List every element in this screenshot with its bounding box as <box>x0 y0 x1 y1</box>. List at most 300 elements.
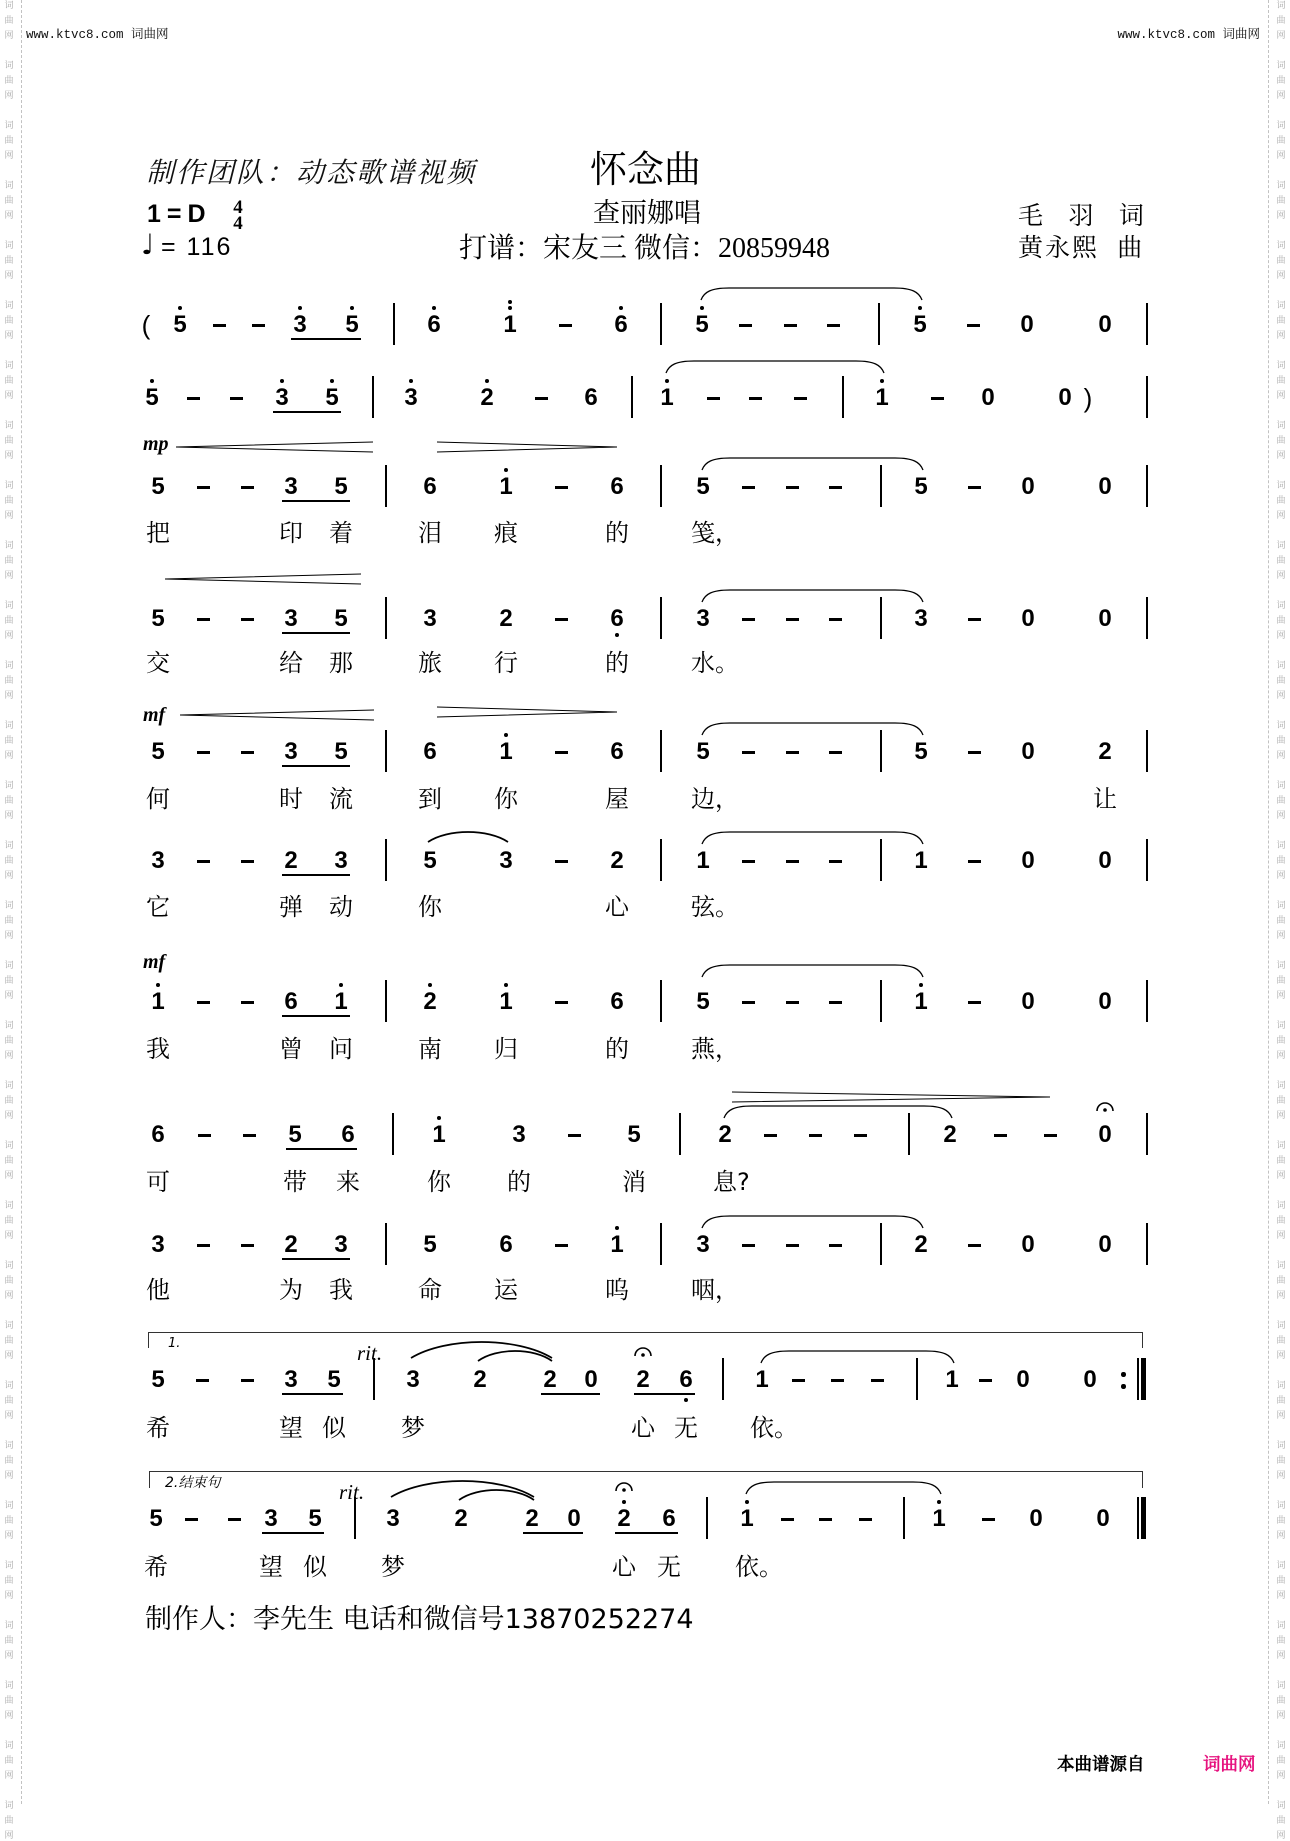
note: 6 <box>423 473 437 500</box>
rest: 0 <box>1021 738 1035 765</box>
side-watermark-char: 网 <box>4 1770 14 1781</box>
side-watermark-char: 曲 <box>4 1816 14 1826</box>
lyric-syllable: 无 <box>674 1414 698 1442</box>
side-watermark-char: 网 <box>4 90 14 101</box>
side-watermark-char: 网 <box>4 1350 14 1361</box>
lyric-syllable: 运 <box>494 1276 518 1304</box>
side-watermark-char: 网 <box>4 1590 14 1601</box>
side-watermark-char: 词 <box>1276 600 1286 611</box>
side-watermark-char: 词 <box>4 1140 14 1151</box>
tie-arc <box>702 458 923 470</box>
note: 5 <box>914 738 928 765</box>
fermata-icon <box>1097 1103 1113 1112</box>
lyric-syllable: 它 <box>146 893 170 921</box>
note: 5 <box>696 473 710 500</box>
tie-arc <box>701 288 922 300</box>
lyric-syllable: 燕， <box>691 1035 739 1063</box>
tie-arc <box>702 965 923 977</box>
side-watermark-char: 词 <box>1276 120 1286 131</box>
side-watermark-char: 曲 <box>4 256 14 266</box>
lyric-syllable: 可 <box>146 1168 170 1196</box>
side-watermark-char: 网 <box>4 750 14 761</box>
side-watermark-char: 词 <box>4 1320 14 1331</box>
side-watermark-char: 词 <box>4 1080 14 1091</box>
side-watermark-char: 网 <box>1276 1410 1286 1421</box>
note: 3 <box>334 1231 348 1258</box>
note: 2 <box>473 1366 487 1393</box>
side-watermark-char: 网 <box>1276 1110 1286 1121</box>
note: 3 <box>423 605 437 632</box>
note: 3 <box>406 1366 420 1393</box>
side-watermark-char: 网 <box>4 1470 14 1481</box>
side-watermark-char: 网 <box>1276 1830 1286 1841</box>
note: 5 <box>914 473 928 500</box>
note: 5 <box>696 738 710 765</box>
side-watermark-char: 词 <box>4 480 14 491</box>
side-watermark-char: 词 <box>4 1020 14 1031</box>
lyric-syllable: 你 <box>494 785 518 813</box>
lyric-syllable: 希 <box>146 1414 170 1442</box>
side-watermark-char: 网 <box>1276 270 1286 281</box>
side-watermark-char: 网 <box>4 930 14 941</box>
side-watermark-char: 曲 <box>4 1576 14 1586</box>
side-watermark-char: 曲 <box>1276 1396 1286 1406</box>
note: 1 <box>914 988 928 1015</box>
side-watermark-char: 词 <box>4 1800 14 1811</box>
rest: 0 <box>1021 473 1035 500</box>
tie-arc <box>702 1216 923 1228</box>
rest: 0 <box>584 1366 598 1393</box>
side-watermark-char: 曲 <box>1276 16 1286 26</box>
side-watermark-char: 网 <box>1276 1170 1286 1181</box>
note: 3 <box>386 1505 400 1532</box>
lyric-syllable: 望 <box>279 1414 303 1442</box>
side-watermark-char: 曲 <box>1276 496 1286 506</box>
slur-arc <box>391 1481 534 1497</box>
side-watermark-char: 词 <box>4 840 14 851</box>
side-watermark-char: 曲 <box>4 1696 14 1706</box>
tie-arc <box>702 590 923 602</box>
side-watermark-char: 曲 <box>1276 556 1286 566</box>
note: 3 <box>284 738 298 765</box>
side-watermark-char: 词 <box>1276 1680 1286 1691</box>
side-watermark-char: 词 <box>4 0 14 11</box>
side-watermark-char: 曲 <box>4 1636 14 1646</box>
lyric-syllable: 呜 <box>605 1276 629 1304</box>
lyric-syllable: 流 <box>329 785 353 813</box>
note: 2 <box>610 847 624 874</box>
rest: 0 <box>1096 1505 1110 1532</box>
decrescendo-hairpin <box>732 1092 1050 1102</box>
side-watermark-char: 词 <box>1276 660 1286 671</box>
side-watermark-char: 网 <box>4 330 14 341</box>
lyric-syllable: 带 <box>283 1168 307 1196</box>
lyric-syllable: 你 <box>418 893 442 921</box>
slur-arc <box>411 1342 552 1358</box>
lyric-syllable: 无 <box>657 1553 681 1581</box>
note: 6 <box>614 311 628 338</box>
rest: 0 <box>1058 384 1072 411</box>
side-watermark-char: 词 <box>1276 1440 1286 1451</box>
note: 1 <box>432 1121 446 1148</box>
side-watermark-char: 曲 <box>1276 1096 1286 1106</box>
note: 5 <box>308 1505 322 1532</box>
side-watermark-char: 网 <box>4 990 14 1001</box>
side-watermark-char: 曲 <box>4 556 14 566</box>
note: 2 <box>617 1505 631 1532</box>
side-watermark-char: 词 <box>4 60 14 71</box>
rest: 0 <box>1098 988 1112 1015</box>
lyric-syllable: 旅 <box>418 649 442 677</box>
note: 5 <box>149 1505 163 1532</box>
side-watermark-char: 词 <box>4 1200 14 1211</box>
note: 3 <box>696 1231 710 1258</box>
producer-credit: 制作人：李先生 电话和微信号13870252274 <box>145 1604 694 1635</box>
side-watermark-char: 网 <box>1276 1590 1286 1601</box>
crescendo-hairpin <box>165 574 361 584</box>
composer-credit: 黄永熙 曲 <box>1018 235 1145 262</box>
note: 2 <box>423 988 437 1015</box>
note: 3 <box>293 311 307 338</box>
note: 6 <box>610 988 624 1015</box>
note: 2 <box>914 1231 928 1258</box>
note: 1 <box>945 1366 959 1393</box>
side-watermark-char: 网 <box>1276 1350 1286 1361</box>
side-watermark-char: 曲 <box>1276 1696 1286 1706</box>
lyric-syllable: 动 <box>329 893 353 921</box>
side-watermark-char: 网 <box>1276 990 1286 1001</box>
side-watermark-char: 曲 <box>1276 436 1286 446</box>
tie-arc <box>666 361 884 373</box>
rest: 0 <box>1021 1231 1035 1258</box>
note: 5 <box>288 1121 302 1148</box>
lyric-syllable: 把 <box>146 519 170 547</box>
note: 5 <box>423 1231 437 1258</box>
side-watermark-char: 词 <box>4 540 14 551</box>
note: 6 <box>341 1121 355 1148</box>
note: 6 <box>610 738 624 765</box>
note: 2 <box>1098 738 1112 765</box>
note: 3 <box>284 473 298 500</box>
rest: 0 <box>1098 847 1112 874</box>
note: 5 <box>151 738 165 765</box>
dynamic-marking: mf <box>143 704 166 726</box>
ritardando-marking: rit. <box>357 1341 383 1365</box>
side-watermark-char: 词 <box>4 1440 14 1451</box>
site-url-top-right: www.ktvc8.com 词曲网 <box>1117 28 1260 42</box>
side-watermark-char: 网 <box>4 1410 14 1421</box>
side-watermark-char: 曲 <box>4 796 14 806</box>
side-watermark-char: 曲 <box>1276 916 1286 926</box>
side-watermark-char: 词 <box>1276 960 1286 971</box>
side-watermark-char: 词 <box>4 660 14 671</box>
note: 1 <box>660 384 674 411</box>
transcriber-credit: 打谱：宋友三 微信：20859948 <box>459 233 831 264</box>
note: 3 <box>151 1231 165 1258</box>
side-watermark-char: 网 <box>1276 1710 1286 1721</box>
side-watermark-char: 词 <box>1276 900 1286 911</box>
side-watermark-char: 网 <box>1276 1650 1286 1661</box>
side-watermark-char: 曲 <box>1276 1576 1286 1586</box>
tie-arc <box>761 1351 954 1363</box>
side-watermark-char: 词 <box>1276 1800 1286 1811</box>
note: 6 <box>427 311 441 338</box>
lyric-syllable: 弹 <box>279 893 303 921</box>
note: 2 <box>284 1231 298 1258</box>
lyric-syllable: 咽， <box>691 1276 739 1304</box>
side-watermark-char: 网 <box>4 270 14 281</box>
lyric-syllable: 息? <box>713 1168 750 1196</box>
crescendo-hairpin <box>180 710 374 720</box>
lyric-syllable: 命 <box>418 1276 442 1304</box>
rest: 0 <box>1098 1231 1112 1258</box>
note: 5 <box>173 311 187 338</box>
note: 1 <box>755 1366 769 1393</box>
lyric-syllable: 似 <box>322 1414 346 1442</box>
side-watermark-char: 网 <box>4 1530 14 1541</box>
side-watermark-char: 词 <box>1276 300 1286 311</box>
crescendo-hairpin <box>176 442 373 452</box>
side-watermark-char: 词 <box>1276 1320 1286 1331</box>
rest: 0 <box>1029 1505 1043 1532</box>
side-watermark-char: 网 <box>1276 210 1286 221</box>
side-watermark-char: 曲 <box>4 1036 14 1046</box>
rest: 0 <box>1020 311 1034 338</box>
note: 5 <box>327 1366 341 1393</box>
side-watermark-char: 词 <box>1276 1260 1286 1271</box>
note: 3 <box>696 605 710 632</box>
lyric-syllable: 何 <box>146 785 170 813</box>
side-watermark-char: 词 <box>1276 420 1286 431</box>
note: 3 <box>275 384 289 411</box>
note: 1 <box>499 473 513 500</box>
side-watermark-char: 词 <box>1276 1140 1286 1151</box>
side-watermark-char: 词 <box>1276 780 1286 791</box>
singer-credit: 查丽娜唱 <box>593 198 701 228</box>
side-watermark-char: 网 <box>4 630 14 641</box>
note: 5 <box>334 605 348 632</box>
side-watermark-char: 网 <box>4 1170 14 1181</box>
lyric-syllable: 时 <box>279 785 303 813</box>
lyric-syllable: 南 <box>418 1035 442 1063</box>
side-watermark-char: 词 <box>1276 360 1286 371</box>
side-watermark-char: 网 <box>1276 1470 1286 1481</box>
side-watermark-char: 词 <box>1276 540 1286 551</box>
side-watermark-char: 网 <box>1276 390 1286 401</box>
lyric-syllable: 印 <box>279 519 303 547</box>
source-label: 本曲谱源自 <box>1057 1755 1145 1775</box>
note: 1 <box>932 1505 946 1532</box>
note: 6 <box>151 1121 165 1148</box>
side-watermark-char: 词 <box>4 1740 14 1751</box>
note: 1 <box>499 738 513 765</box>
side-watermark-char: 曲 <box>4 1276 14 1286</box>
side-watermark-char: 网 <box>4 810 14 821</box>
side-watermark-char: 网 <box>1276 690 1286 701</box>
rest: 0 <box>1098 605 1112 632</box>
side-watermark-char: 网 <box>4 690 14 701</box>
side-watermark-char: 网 <box>4 1290 14 1301</box>
side-watermark-char: 词 <box>1276 720 1286 731</box>
volta-label: 2.结束句 <box>165 1475 221 1491</box>
side-watermark-char: 网 <box>1276 450 1286 461</box>
side-watermark-char: 曲 <box>1276 976 1286 986</box>
side-watermark-char: 词 <box>1276 1560 1286 1571</box>
lyric-syllable: 你 <box>427 1168 451 1196</box>
side-watermark-char: 曲 <box>1276 376 1286 386</box>
side-watermark-char: 网 <box>1276 1290 1286 1301</box>
side-watermark-char: 曲 <box>4 1216 14 1226</box>
note: 5 <box>423 847 437 874</box>
note: 6 <box>584 384 598 411</box>
tie-arc <box>746 1482 941 1494</box>
side-watermark-char: 词 <box>1276 1200 1286 1211</box>
lyric-syllable: 边， <box>691 785 739 813</box>
note: 5 <box>334 473 348 500</box>
rest: 0 <box>1083 1366 1097 1393</box>
side-watermark-char: 网 <box>1276 1230 1286 1241</box>
side-watermark-char: 曲 <box>4 1396 14 1406</box>
side-watermark-char: 网 <box>4 870 14 881</box>
side-watermark-char: 曲 <box>1276 1456 1286 1466</box>
close-paren: ) <box>1083 383 1093 413</box>
side-watermark-char: 词 <box>1276 840 1286 851</box>
side-watermark-char: 曲 <box>1276 136 1286 146</box>
side-watermark-char: 网 <box>1276 1050 1286 1061</box>
note: 5 <box>913 311 927 338</box>
note: 3 <box>264 1505 278 1532</box>
side-watermark-char: 曲 <box>1276 616 1286 626</box>
side-watermark-char: 词 <box>1276 60 1286 71</box>
note: 1 <box>334 988 348 1015</box>
lyric-syllable: 给 <box>279 649 303 677</box>
lyric-syllable: 交 <box>146 649 170 677</box>
side-watermark-char: 词 <box>1276 1020 1286 1031</box>
note: 2 <box>543 1366 557 1393</box>
side-watermark-char: 曲 <box>4 196 14 206</box>
note: 5 <box>151 473 165 500</box>
side-watermark-char: 曲 <box>4 1516 14 1526</box>
lyric-syllable: 问 <box>329 1035 353 1063</box>
lyric-syllable: 依。 <box>735 1553 783 1581</box>
side-watermark-char: 词 <box>1276 1500 1286 1511</box>
lyric-syllable: 泪 <box>418 519 442 547</box>
side-watermark-char: 曲 <box>1276 1276 1286 1286</box>
key-signature: 1=D <box>147 200 212 228</box>
lyric-syllable: 屋 <box>605 785 629 813</box>
volta-label: 1. <box>168 1336 181 1351</box>
side-watermark-char: 网 <box>1276 750 1286 761</box>
note: 2 <box>525 1505 539 1532</box>
side-watermark-char: 词 <box>4 900 14 911</box>
side-watermark-char: 网 <box>4 450 14 461</box>
side-watermark-char: 曲 <box>1276 1036 1286 1046</box>
note: 2 <box>943 1121 957 1148</box>
rest: 0 <box>1098 311 1112 338</box>
rest: 0 <box>981 384 995 411</box>
lyric-syllable: 笺， <box>691 519 739 547</box>
rest: 0 <box>1021 988 1035 1015</box>
note: 5 <box>325 384 339 411</box>
lyric-syllable: 痕 <box>494 519 518 547</box>
note: 5 <box>345 311 359 338</box>
note: 3 <box>914 605 928 632</box>
note: 1 <box>696 847 710 874</box>
side-watermark-char: 曲 <box>4 316 14 326</box>
site-url-top-left: www.ktvc8.com 词曲网 <box>26 28 169 42</box>
side-watermark-char: 曲 <box>1276 736 1286 746</box>
lyric-syllable: 着 <box>329 519 353 547</box>
note: 2 <box>499 605 513 632</box>
side-watermark-char: 词 <box>4 1620 14 1631</box>
side-watermark-char: 网 <box>4 1650 14 1661</box>
lyric-syllable: 心 <box>605 893 629 921</box>
rest: 0 <box>1021 847 1035 874</box>
side-watermark-char: 曲 <box>1276 256 1286 266</box>
side-watermark-char: 网 <box>1276 330 1286 341</box>
note: 1 <box>503 311 517 338</box>
note: 5 <box>695 311 709 338</box>
lyric-syllable: 水。 <box>691 649 739 677</box>
slur-arc <box>428 832 508 842</box>
rest: 0 <box>1016 1366 1030 1393</box>
note: 1 <box>875 384 889 411</box>
side-watermark-char: 曲 <box>4 1096 14 1106</box>
side-watermark-char: 词 <box>4 1680 14 1691</box>
dynamic-marking: mf <box>143 951 166 973</box>
side-watermark-char: 曲 <box>1276 1816 1286 1826</box>
dynamic-marking: mp <box>143 433 169 455</box>
lyric-syllable: 让 <box>1093 785 1117 813</box>
note: 3 <box>334 847 348 874</box>
side-watermark-char: 词 <box>1276 1740 1286 1751</box>
side-watermark-char: 网 <box>4 30 14 41</box>
side-watermark-char: 曲 <box>1276 316 1286 326</box>
side-watermark-char: 词 <box>4 960 14 971</box>
lyric-syllable: 的 <box>605 1035 629 1063</box>
side-watermark-char: 词 <box>4 240 14 251</box>
side-watermark-char: 词 <box>1276 480 1286 491</box>
side-watermark-char: 词 <box>4 1260 14 1271</box>
song-title: 怀念曲 <box>590 148 701 191</box>
note: 1 <box>914 847 928 874</box>
side-watermark-char: 网 <box>1276 150 1286 161</box>
tie-arc <box>724 1106 952 1118</box>
side-watermark-char: 网 <box>4 1050 14 1061</box>
fermata-icon <box>616 1483 632 1492</box>
side-watermark-char: 词 <box>4 780 14 791</box>
side-watermark-char: 词 <box>4 300 14 311</box>
note: 3 <box>499 847 513 874</box>
lyric-syllable: 归 <box>494 1035 518 1063</box>
side-watermark-char: 网 <box>4 510 14 521</box>
note: 1 <box>151 988 165 1015</box>
side-watermark-char: 网 <box>4 210 14 221</box>
lyric-syllable: 我 <box>329 1276 353 1304</box>
side-watermark-char: 网 <box>1276 570 1286 581</box>
lyric-syllable: 到 <box>418 785 442 813</box>
note: 1 <box>740 1505 754 1532</box>
time-signature-denominator: 4 <box>233 213 243 234</box>
side-watermark-char: 曲 <box>1276 856 1286 866</box>
side-watermark-char: 网 <box>1276 1770 1286 1781</box>
side-watermark-char: 网 <box>4 150 14 161</box>
lyric-syllable: 希 <box>144 1553 168 1581</box>
lyric-syllable: 心 <box>612 1553 636 1581</box>
side-watermark-char: 曲 <box>4 376 14 386</box>
lyric-syllable: 梦 <box>381 1553 405 1581</box>
lyric-syllable: 来 <box>336 1168 360 1196</box>
